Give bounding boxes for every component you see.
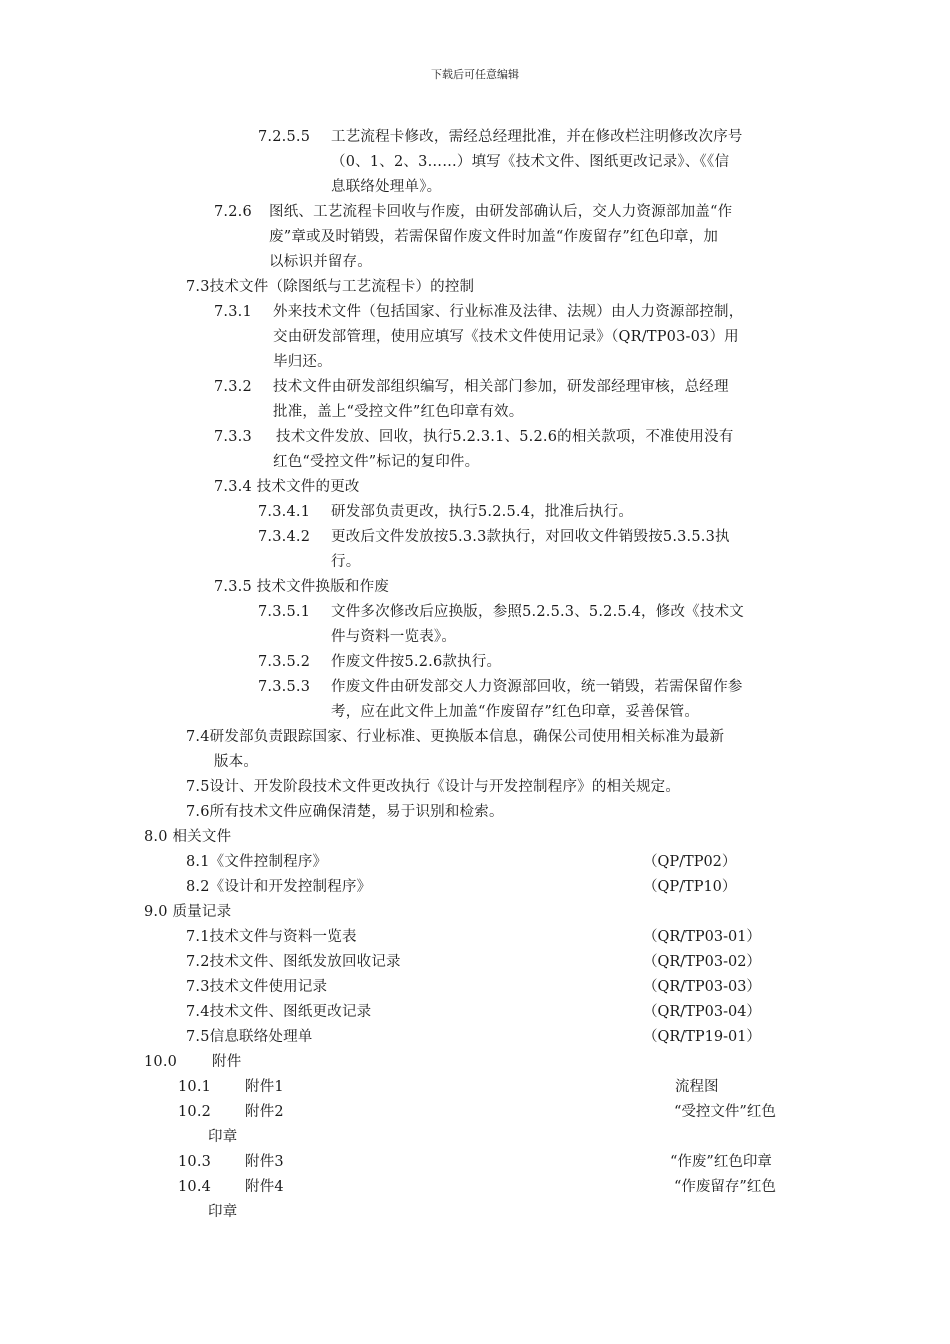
record-item: 7.5信息联络处理单 xyxy=(186,1029,313,1045)
attachment-desc-cont: 印章 xyxy=(208,1204,238,1220)
clause-line xyxy=(258,128,743,146)
section-heading xyxy=(144,1053,241,1071)
clause-line: 考，应在此文件上加盖“作废留存”红色印章，妥善保管。 xyxy=(331,704,700,720)
clause-line: （0、1、2、3……）填写《技术文件、图纸更改记录》、《《信 xyxy=(331,154,730,170)
clause-line xyxy=(258,528,730,546)
attachment-number: 10.2 xyxy=(178,1104,212,1120)
clause-line: 红色“受控文件”标记的复印件。 xyxy=(273,454,480,470)
attachment-desc: “受控文件”红色 xyxy=(674,1104,776,1120)
clause-text: 作废文件由研发部交人力资源部回收，统一销毁，若需保留作参 xyxy=(331,679,743,695)
subsection-heading: 7.3.5 技术文件换版和作废 xyxy=(214,579,390,595)
clause-number: 7.3.4.2 xyxy=(258,529,311,545)
record-item: 7.3技术文件使用记录 xyxy=(186,979,328,995)
reference-code: （QP/TP10） xyxy=(643,879,737,895)
page-header: 下载后可任意编辑 xyxy=(431,68,519,81)
clause-text: 技术文件发放、回收，执行5.2.3.1、5.2.6的相关款项，不准使用没有 xyxy=(276,429,734,445)
clause-line: 息联络处理单》。 xyxy=(331,179,442,195)
clause-line: 行。 xyxy=(331,554,361,570)
reference-item: 8.1《文件控制程序》 xyxy=(186,854,328,870)
attachment-desc: “作废”红色印章 xyxy=(670,1154,772,1170)
clause-line xyxy=(258,603,744,621)
clause-line: 7.4研发部负责跟踪国家、行业标准、更换版本信息，确保公司使用相关标准为最新 xyxy=(186,729,725,745)
attachment-label: 附件4 xyxy=(245,1179,284,1195)
clause-line: 件与资料一览表》。 xyxy=(331,629,457,645)
record-item: 7.1技术文件与资料一览表 xyxy=(186,929,357,945)
attachment-label: 附件2 xyxy=(245,1104,284,1120)
record-code: （QR/TP03-02） xyxy=(643,954,761,970)
clause-line xyxy=(214,428,734,446)
clause-number: 7.3.4.1 xyxy=(258,504,311,520)
clause-text: 研发部负责更改，执行5.2.5.4，批准后执行。 xyxy=(331,504,634,520)
section-heading: 8.0 相关文件 xyxy=(144,829,232,845)
attachment-number: 10.4 xyxy=(178,1179,212,1195)
record-code: （QR/TP19-01） xyxy=(643,1029,761,1045)
attachment-number: 10.3 xyxy=(178,1154,212,1170)
clause-line: 批准，盖上“受控文件”红色印章有效。 xyxy=(273,404,524,420)
attachment-item xyxy=(178,1078,284,1096)
attachment-item xyxy=(178,1153,284,1171)
clause-text: 工艺流程卡修改，需经总经理批准，并在修改栏注明修改次序号 xyxy=(331,129,743,145)
clause-number: 7.2.6 xyxy=(214,204,252,220)
reference-code: （QP/TP02） xyxy=(643,854,737,870)
clause-number: 7.3.5.3 xyxy=(258,679,311,695)
attachment-desc-cont: 印章 xyxy=(208,1129,238,1145)
clause-line: 版本。 xyxy=(214,754,259,770)
attachment-label: 附件1 xyxy=(245,1079,284,1095)
clause-text: 技术文件由研发部组织编写，相关部门参加，研发部经理审核，总经理 xyxy=(273,379,729,395)
clause-text: 外来技术文件（包括国家、行业标准及法律、法规）由人力资源部控制， xyxy=(273,304,744,320)
clause-line xyxy=(214,303,743,321)
record-item: 7.2技术文件、图纸发放回收记录 xyxy=(186,954,401,970)
clause-number: 7.3.5.2 xyxy=(258,654,311,670)
record-code: （QR/TP03-04） xyxy=(643,1004,761,1020)
attachment-item xyxy=(178,1103,284,1121)
record-code: （QR/TP03-01） xyxy=(643,929,761,945)
clause-line xyxy=(214,378,729,396)
clause-text: 更改后文件发放按5.3.3款执行，对回收文件销毁按5.3.5.3执 xyxy=(331,529,730,545)
clause-text: 作废文件按5.2.6款执行。 xyxy=(331,654,502,670)
record-code: （QR/TP03-03） xyxy=(643,979,761,995)
section-heading: 7.3技术文件（除图纸与工艺流程卡）的控制 xyxy=(186,279,475,295)
section-number: 10.0 xyxy=(144,1054,178,1070)
section-title: 附件 xyxy=(212,1054,242,1070)
clause-line: 交由研发部管理，使用应填写《技术文件使用记录》（QR/TP03-03）用 xyxy=(273,329,739,345)
attachment-desc: 流程图 xyxy=(675,1079,719,1095)
clause-number: 7.3.1 xyxy=(214,304,252,320)
clause-line: 以标识并留存。 xyxy=(269,254,372,270)
section-heading: 9.0 质量记录 xyxy=(144,904,232,920)
clause-text: 图纸、工艺流程卡回收与作废，由研发部确认后，交人力资源部加盖“作 xyxy=(269,204,733,220)
clause-line xyxy=(258,503,633,521)
reference-item: 8.2《设计和开发控制程序》 xyxy=(186,879,372,895)
attachment-item xyxy=(178,1178,284,1196)
record-item: 7.4技术文件、图纸更改记录 xyxy=(186,1004,372,1020)
clause-text: 文件多次修改后应换版，参照5.2.5.3、5.2.5.4，修改《技术文 xyxy=(331,604,744,620)
clause-line: 废”章或及时销毁，若需保留作废文件时加盖“作废留存”红色印章，加 xyxy=(269,229,719,245)
attachment-desc: “作废留存”红色 xyxy=(674,1179,776,1195)
attachment-number: 10.1 xyxy=(178,1079,212,1095)
attachment-label: 附件3 xyxy=(245,1154,284,1170)
clause-line xyxy=(258,678,743,696)
clause-number: 7.3.3 xyxy=(214,429,252,445)
clause-number: 7.2.5.5 xyxy=(258,129,311,145)
clause-line xyxy=(258,653,501,671)
clause-line xyxy=(214,203,732,221)
clause-number: 7.3.5.1 xyxy=(258,604,311,620)
clause-line: 7.6所有技术文件应确保清楚，易于识别和检索。 xyxy=(186,804,504,820)
clause-line: 毕归还。 xyxy=(273,354,332,370)
clause-line: 7.5设计、开发阶段技术文件更改执行《设计与开发控制程序》的相关规定。 xyxy=(186,779,681,795)
subsection-heading: 7.3.4 技术文件的更改 xyxy=(214,479,360,495)
clause-number: 7.3.2 xyxy=(214,379,252,395)
